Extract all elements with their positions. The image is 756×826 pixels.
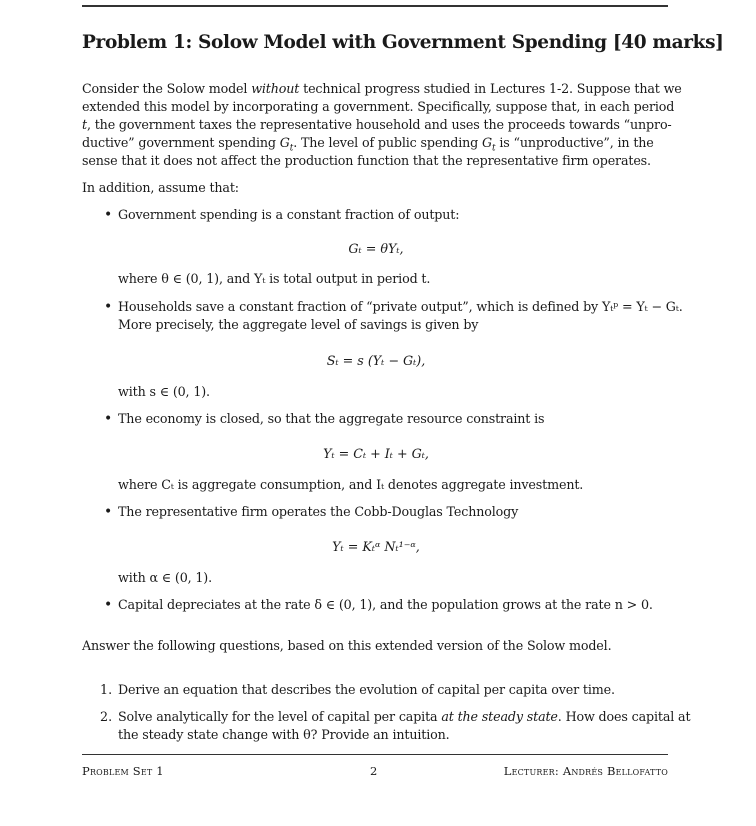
bullet-1-text: Government spending is a constant fraction of output: <box>118 207 460 222</box>
bullet-2-line-2: More precisely, the aggregate level of savings is given by <box>118 317 479 332</box>
problem-title: Problem 1: Solow Model with Government Spending [40 marks] <box>82 32 724 53</box>
intro-text: , the government taxes the representative household and uses the proceeds towards “unpro- <box>86 117 672 132</box>
bullet-3-text: The economy is closed, so that the aggregate resource constraint is <box>118 411 545 426</box>
emphasis: at the steady state <box>441 709 558 724</box>
intro-text: Consider the Solow model <box>82 81 252 96</box>
intro-text: is “unproductive”, in the <box>495 135 654 150</box>
math-var: t <box>82 117 87 132</box>
bullet-icon: • <box>104 411 113 427</box>
bullet-2-after: with s ∈ (0, 1). <box>118 384 210 399</box>
question-2-line-1 <box>118 708 690 726</box>
in-addition: In addition, assume that: <box>82 180 239 195</box>
question-1-number: 1. <box>100 682 113 697</box>
equation-resource-constraint: Yₜ = Cₜ + Iₜ + Gₜ, <box>323 446 429 461</box>
equation-government: Gₜ = θYₜ, <box>348 241 404 256</box>
math-var: G <box>279 135 290 150</box>
math-sub: t <box>491 143 496 154</box>
intro-text: . The level of public spending <box>293 135 482 150</box>
intro-line-2: extended this model by incorporating a government. Specifically, suppose that, in each period <box>82 99 675 114</box>
intro-text: technical progress studied in Lectures 1-2. Suppose that we <box>299 81 682 96</box>
bullet-1-after: where θ ∈ (0, 1), and Yₜ is total output in period t. <box>118 271 431 286</box>
intro-line-3 <box>82 116 672 134</box>
top-rule <box>82 5 668 7</box>
footer-left: Problem Set 1 <box>82 764 164 778</box>
footer-page-number: 2 <box>370 764 378 778</box>
intro-line-1 <box>82 80 682 98</box>
bullet-3-after: where Cₜ is aggregate consumption, and Iₜ denotes aggregate investment. <box>118 477 584 492</box>
bullet-5-text: Capital depreciates at the rate δ ∈ (0, 1), and the population grows at the rate n > 0. <box>118 597 653 612</box>
bullet-4-after: with α ∈ (0, 1). <box>118 570 212 585</box>
equation-cobb-douglas: Yₜ = Kₜᵅ Nₜ¹⁻ᵅ, <box>332 539 420 554</box>
math-var: G <box>481 135 492 150</box>
bottom-rule <box>82 754 668 755</box>
answer-intro: Answer the following questions, based on this extended version of the Solow model. <box>82 638 612 653</box>
question-text: Solve analytically for the level of capital per capita <box>118 709 442 724</box>
bullet-icon: • <box>104 207 113 223</box>
question-1-text: Derive an equation that describes the evolution of capital per capita over time. <box>118 682 615 697</box>
question-2-number: 2. <box>100 709 113 724</box>
math-sub: t <box>289 143 294 154</box>
emphasis: without <box>251 81 300 96</box>
question-2-line-2: the steady state change with θ? Provide an intuition. <box>118 727 450 742</box>
intro-text: ductive” government spending <box>82 135 280 150</box>
question-text: . How does capital at <box>557 709 691 724</box>
bullet-icon: • <box>104 504 113 520</box>
bullet-2-line-1: Households save a constant fraction of “private output”, which is defined by Yₜᵖ = Yₜ − Gₜ. <box>118 299 683 314</box>
bullet-icon: • <box>104 299 113 315</box>
bullet-4-text: The representative firm operates the Cobb-Douglas Technology <box>118 504 519 519</box>
bullet-icon: • <box>104 597 113 613</box>
intro-line-5: sense that it does not affect the production function that the representative firm operates. <box>82 153 651 168</box>
equation-savings: Sₜ = s (Yₜ − Gₜ), <box>326 353 426 368</box>
footer-right: Lecturer: Andrés Bellofatto <box>503 764 668 778</box>
